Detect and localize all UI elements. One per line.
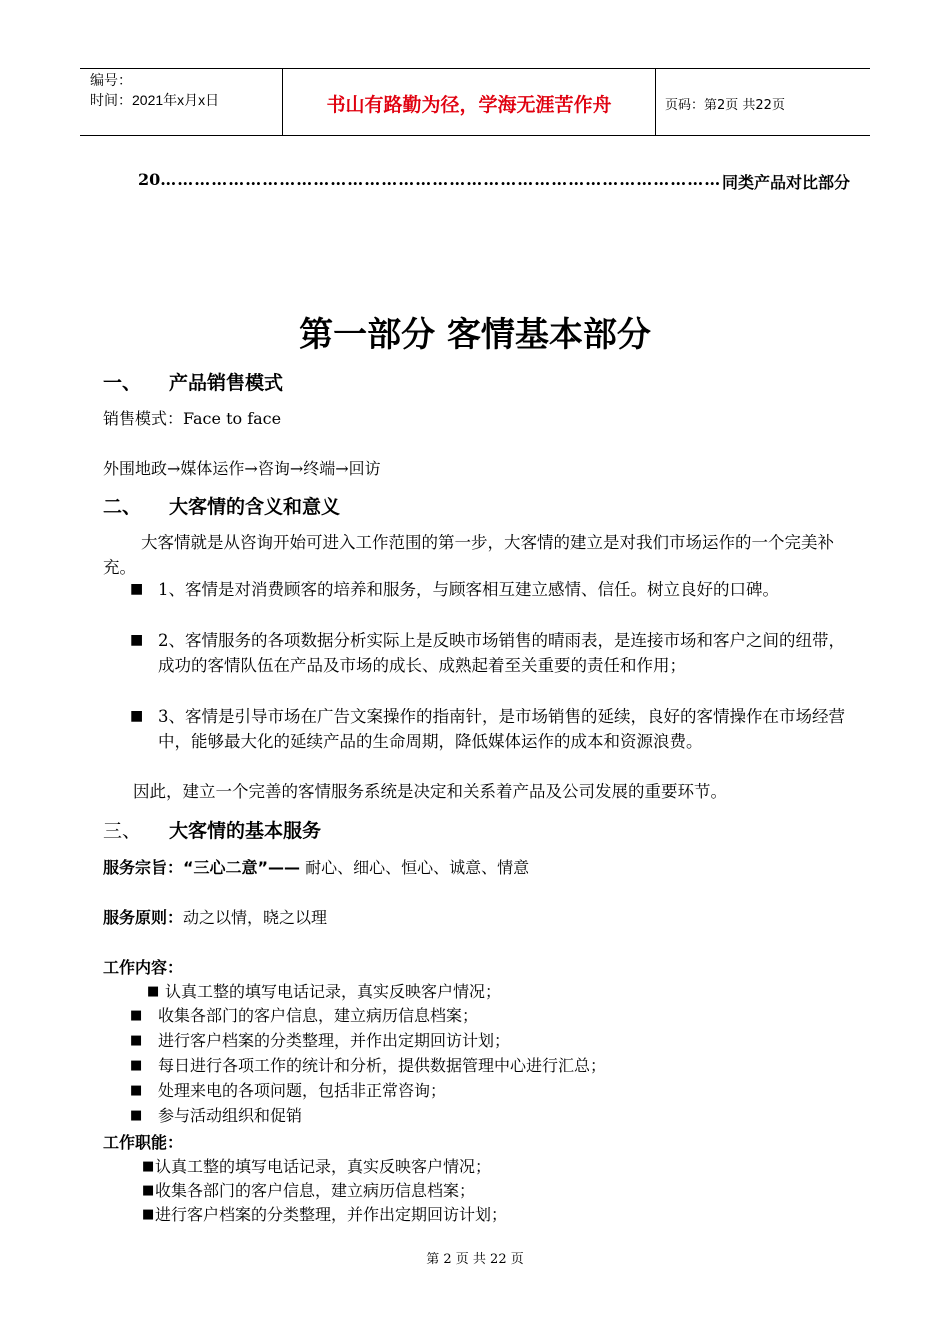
work-content-item: ■ 处理来电的各项问题，包括非正常咨询；: [130, 1078, 850, 1103]
work-duty-item: ■ 认真工整的填写电话记录，真实反映客户情况；: [142, 1154, 862, 1179]
work-content-item: ■ 参与活动组织和促销: [130, 1103, 850, 1128]
work-duty-label: 工作职能：: [103, 1133, 184, 1152]
meaning-item-text: 3、客情是引导市场在广告文案操作的指南针，是市场销售的延续，良好的客情操作在市场经营中，能够最大化的延续产品的生命周期，降低媒体运作的成本和资源浪费。: [158, 707, 845, 751]
meaning-item-3: [130, 704, 850, 754]
intro-text: 大客情就是从咨询开始可进入工作范围的第一步，大客情的建立是对我们市场运作的一个完美补充。: [103, 533, 834, 577]
section-title: 大客情的基本服务: [169, 820, 322, 842]
section-title: 大客情的含义和意义: [169, 496, 341, 518]
square-bullet-icon: ■: [130, 1008, 143, 1023]
square-bullet-icon: ■: [130, 632, 144, 648]
service-tenet: [103, 855, 529, 878]
header-top-border: [80, 68, 870, 69]
meaning-item-text: 1、客情是对消费顾客的培养和服务，与顾客相互建立感情、信任。树立良好的口碑。: [158, 580, 779, 599]
square-bullet-icon: ■: [130, 1083, 143, 1098]
toc-leader-dots: [160, 170, 722, 193]
service-principle: [103, 905, 327, 928]
square-bullet-icon: ■: [147, 984, 160, 999]
work-content-item: ■ 每日进行各项工作的统计和分析，提供数据管理中心进行汇总；: [130, 1053, 850, 1078]
toc-entry: [138, 170, 850, 193]
header-bottom-border: [80, 135, 870, 136]
work-content-item: ■ 进行客户档案的分类整理，并作出定期回访计划；: [130, 1028, 850, 1053]
work-content-label: 工作内容：: [103, 958, 184, 977]
section-heading-1: [103, 368, 283, 395]
header-divider-right: [655, 68, 656, 136]
square-bullet-icon: ■: [142, 1183, 155, 1198]
intro-paragraph: [103, 530, 848, 580]
section-heading-2: [103, 492, 340, 519]
doc-time: 时间：2021年x月x日: [90, 92, 220, 108]
section-number: 一、: [103, 372, 142, 394]
service-principle-label: 服务原则：: [103, 908, 184, 927]
work-duty-item: ■ 收集各部门的客户信息，建立病历信息档案；: [142, 1178, 862, 1203]
square-bullet-icon: ■: [130, 581, 144, 597]
square-bullet-icon: ■: [142, 1159, 155, 1174]
service-principle-value: 动之以情，晓之以理: [183, 908, 328, 927]
service-tenet-label: 服务宗旨：“三心二意”——: [103, 858, 301, 877]
part-title: 第一部分 客情基本部分: [299, 315, 651, 355]
process-chain-line: 外围地政→媒体运作→咨询→终端→回访: [103, 459, 381, 478]
section-heading-3: [103, 816, 321, 843]
page-footer: 第 2 页 共 22 页: [426, 1252, 524, 1267]
work-content-item: ■ 收集各部门的客户信息，建立病历信息档案；: [130, 1003, 850, 1028]
work-content-item: ■ 认真工整的填写电话记录，真实反映客户情况；: [147, 979, 867, 1004]
header-page-info: 页码：第2页 共22页: [665, 98, 785, 113]
sales-mode-line: 销售模式：Face to face: [103, 409, 282, 428]
square-bullet-icon: ■: [130, 1058, 143, 1073]
doc-number: 编号：: [90, 72, 132, 88]
square-bullet-icon: ■: [142, 1207, 155, 1222]
section-number: 二、: [103, 496, 142, 518]
toc-title: 同类产品对比部分: [721, 173, 850, 192]
header-meta: [90, 70, 219, 110]
header-motto: 书山有路勤为径，学海无涯苦作舟: [326, 94, 612, 116]
square-bullet-icon: ■: [130, 1033, 143, 1048]
work-duty-item: ■ 进行客户档案的分类整理，并作出定期回访计划；: [142, 1202, 862, 1227]
meaning-item-text: 2、客情服务的各项数据分析实际上是反映市场销售的晴雨表，是连接市场和客户之间的纽带，成功的客情队伍在产品及市场的成长、成熟起着至关重要的责任和作用；: [158, 631, 845, 675]
section-title: 产品销售模式: [169, 372, 284, 394]
toc-number: 20: [138, 170, 161, 189]
square-bullet-icon: ■: [130, 708, 144, 724]
conclusion-paragraph: 因此，建立一个完善的客情服务系统是决定和关系着产品及公司发展的重要环节。: [133, 782, 727, 801]
section-number: 三、: [103, 820, 142, 842]
header-divider-left: [282, 68, 283, 136]
square-bullet-icon: ■: [130, 1108, 143, 1123]
service-tenet-value: 耐心、细心、恒心、诚意、情意: [300, 858, 530, 877]
meaning-item-1: [130, 577, 850, 602]
meaning-item-2: [130, 628, 850, 678]
